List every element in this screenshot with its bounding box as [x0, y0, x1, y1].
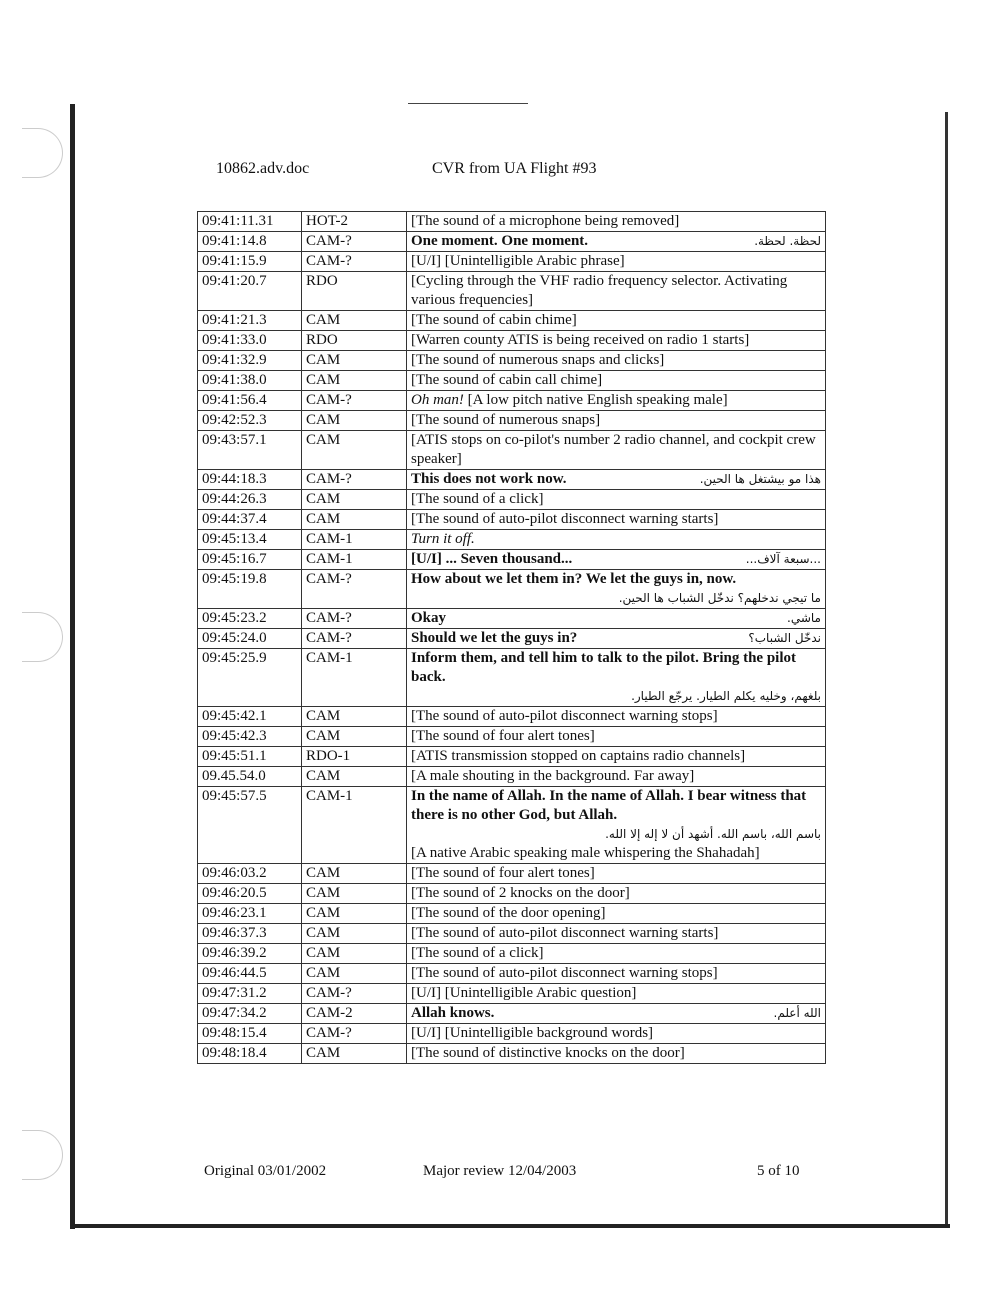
row-time: 09:47:34.2 — [198, 1004, 302, 1024]
table-row — [198, 431, 826, 470]
row-content — [407, 767, 826, 787]
row-source: CAM — [302, 924, 407, 944]
row-source: CAM — [302, 351, 407, 371]
table-row — [198, 1004, 826, 1024]
row-time: 09:45:19.8 — [198, 570, 302, 609]
row-text: [ATIS transmission stopped on captains radio channels] — [411, 748, 746, 764]
row-text: [The sound of cabin chime] — [411, 312, 577, 328]
table-row — [198, 510, 826, 530]
row-text: [The sound of auto-pilot disconnect warning stops] — [411, 965, 718, 981]
row-content — [407, 311, 826, 331]
row-source: CAM-1 — [302, 550, 407, 570]
row-arabic: ندخّل الشباب؟ — [748, 631, 821, 645]
row-source: CAM-? — [302, 1024, 407, 1044]
row-text: [The sound of auto-pilot disconnect warning starts] — [411, 511, 719, 527]
row-content — [407, 964, 826, 984]
row-text: [The sound of four alert tones] — [411, 865, 595, 881]
row-arabic: لحظة. لحظة. — [754, 234, 821, 248]
row-time: 09:45:51.1 — [198, 747, 302, 767]
punch-hole-top — [22, 128, 63, 178]
row-source: CAM — [302, 311, 407, 331]
row-text: How about we let them in? We let the guys in, now. — [411, 571, 737, 587]
row-text: One moment. One moment. — [411, 233, 589, 249]
table-row — [198, 550, 826, 570]
row-time: 09:46:03.2 — [198, 864, 302, 884]
table-row — [198, 984, 826, 1004]
row-content — [407, 649, 826, 707]
frame-right-border — [945, 112, 948, 1226]
row-time: 09:45:23.2 — [198, 609, 302, 629]
row-source: CAM — [302, 884, 407, 904]
row-content — [407, 924, 826, 944]
table-row — [198, 964, 826, 984]
row-time: 09:41:15.9 — [198, 252, 302, 272]
table-row — [198, 391, 826, 411]
table-row — [198, 272, 826, 311]
row-time: 09:46:20.5 — [198, 884, 302, 904]
row-text: Should we let the guys in? — [411, 630, 578, 646]
row-extra-text: [A native Arabic speaking male whispering the Shahadah] — [411, 845, 760, 861]
row-arabic-line: ما تيجي ندخلهم؟ ندخّل الشباب ها الحين. — [618, 591, 821, 605]
table-row — [198, 884, 826, 904]
row-source: CAM — [302, 904, 407, 924]
row-time: 09:47:31.2 — [198, 984, 302, 1004]
row-time: 09:44:26.3 — [198, 490, 302, 510]
row-source: CAM-2 — [302, 1004, 407, 1024]
row-source: CAM — [302, 490, 407, 510]
row-text: [The sound of a microphone being removed] — [411, 213, 680, 229]
table-row — [198, 351, 826, 371]
row-text: [The sound of a click] — [411, 945, 544, 961]
frame-left-border — [70, 104, 75, 1229]
row-time: 09:46:23.1 — [198, 904, 302, 924]
row-text: Okay — [411, 610, 447, 626]
row-time: 09:46:44.5 — [198, 964, 302, 984]
frame-bottom-border — [70, 1224, 950, 1228]
row-time: 09:41:21.3 — [198, 311, 302, 331]
table-row — [198, 727, 826, 747]
row-content — [407, 550, 826, 570]
row-content — [407, 1044, 826, 1064]
punch-hole-bottom — [22, 1130, 63, 1180]
row-source: CAM-? — [302, 570, 407, 609]
row-arabic: ...سبعة آلاف... — [745, 552, 821, 566]
row-source: CAM-1 — [302, 530, 407, 550]
row-content — [407, 351, 826, 371]
row-content — [407, 411, 826, 431]
row-time: 09:45:25.9 — [198, 649, 302, 707]
row-time: 09:45:42.3 — [198, 727, 302, 747]
row-text: [The sound of 2 knocks on the door] — [411, 885, 630, 901]
row-content — [407, 1024, 826, 1044]
row-time: 09:44:37.4 — [198, 510, 302, 530]
table-row — [198, 371, 826, 391]
table-row — [198, 904, 826, 924]
table-row — [198, 924, 826, 944]
row-time: 09:41:33.0 — [198, 331, 302, 351]
row-content — [407, 331, 826, 351]
row-source: CAM — [302, 727, 407, 747]
row-content — [407, 787, 826, 864]
row-text: This does not work now. — [411, 471, 567, 487]
row-source: HOT-2 — [302, 212, 407, 232]
row-arabic-line: باسم الله، باسم الله. أشهد أن لا إله إلا الله. — [605, 827, 821, 841]
row-content — [407, 530, 826, 550]
row-content — [407, 212, 826, 232]
row-content — [407, 371, 826, 391]
row-text: [The sound of distinctive knocks on the door] — [411, 1045, 685, 1061]
row-content — [407, 490, 826, 510]
row-content — [407, 629, 826, 649]
table-row — [198, 707, 826, 727]
row-source: CAM-? — [302, 252, 407, 272]
table-row — [198, 470, 826, 490]
row-source: CAM-1 — [302, 787, 407, 864]
row-content — [407, 510, 826, 530]
row-text: [A male shouting in the background. Far away] — [411, 768, 695, 784]
document-filename: 10862.adv.doc — [216, 160, 310, 177]
row-source: CAM — [302, 964, 407, 984]
table-row — [198, 331, 826, 351]
row-time: 09:48:18.4 — [198, 1044, 302, 1064]
row-time: 09:46:39.2 — [198, 944, 302, 964]
footer-page-number: 5 of 10 — [757, 1163, 800, 1179]
row-source: CAM — [302, 767, 407, 787]
row-text: [ATIS stops on co-pilot's number 2 radio channel, and cockpit crew speaker] — [411, 432, 816, 467]
row-time: 09:43:57.1 — [198, 431, 302, 470]
cvr-transcript-body — [198, 212, 826, 1064]
row-text: [U/I] [Unintelligible Arabic question] — [411, 985, 637, 1001]
row-content — [407, 272, 826, 311]
footer-review-date: Major review 12/04/2003 — [423, 1163, 577, 1179]
row-source: CAM — [302, 431, 407, 470]
table-row — [198, 944, 826, 964]
row-time: 09:41:32.9 — [198, 351, 302, 371]
row-content — [407, 1004, 826, 1024]
table-row — [198, 649, 826, 707]
row-text: [The sound of auto-pilot disconnect warning stops] — [411, 708, 718, 724]
table-row — [198, 1044, 826, 1064]
row-time: 09:41:38.0 — [198, 371, 302, 391]
row-source: CAM — [302, 864, 407, 884]
row-time: 09:41:11.31 — [198, 212, 302, 232]
row-source: RDO — [302, 331, 407, 351]
row-time: 09:42:52.3 — [198, 411, 302, 431]
table-row — [198, 864, 826, 884]
row-time: 09:45:57.5 — [198, 787, 302, 864]
row-source: CAM — [302, 1044, 407, 1064]
table-row — [198, 767, 826, 787]
row-text: Inform them, and tell him to talk to the pilot. Bring the pilot back. — [411, 650, 796, 685]
cvr-transcript-table — [197, 211, 826, 1064]
row-arabic: الله أعلم. — [773, 1006, 821, 1020]
table-row — [198, 787, 826, 864]
row-text: [U/I] [Unintelligible background words] — [411, 1025, 654, 1041]
row-content — [407, 747, 826, 767]
row-time: 09.45.54.0 — [198, 767, 302, 787]
row-content — [407, 727, 826, 747]
row-source: CAM — [302, 944, 407, 964]
row-time: 09:44:18.3 — [198, 470, 302, 490]
row-content — [407, 470, 826, 490]
row-text: [Warren county ATIS is being received on radio 1 starts] — [411, 332, 750, 348]
row-text: [U/I] ... Seven thousand... — [411, 551, 573, 567]
row-content — [407, 391, 826, 411]
document-title: CVR from UA Flight #93 — [432, 160, 597, 177]
row-content — [407, 570, 826, 609]
row-time: 09:45:24.0 — [198, 629, 302, 649]
row-source: CAM — [302, 371, 407, 391]
row-source: CAM-? — [302, 629, 407, 649]
row-time: 09:46:37.3 — [198, 924, 302, 944]
table-row — [198, 411, 826, 431]
row-text: [The sound of four alert tones] — [411, 728, 595, 744]
row-time: 09:45:16.7 — [198, 550, 302, 570]
row-text: [The sound of a click] — [411, 491, 544, 507]
row-time: 09:41:56.4 — [198, 391, 302, 411]
table-row — [198, 212, 826, 232]
row-time: 09:48:15.4 — [198, 1024, 302, 1044]
row-content — [407, 232, 826, 252]
row-text: [Cycling through the VHF radio frequency selector. Activating various frequencies] — [411, 273, 788, 308]
table-row — [198, 311, 826, 331]
row-source: CAM — [302, 510, 407, 530]
row-text: [U/I] [Unintelligible Arabic phrase] — [411, 253, 625, 269]
table-row — [198, 747, 826, 767]
row-time: 09:45:42.1 — [198, 707, 302, 727]
row-arabic-line: بلغهم، وخليه يكلم الطيار. يرجّع الطيار. — [631, 689, 821, 703]
row-text: Allah knows. — [411, 1005, 495, 1021]
table-row — [198, 232, 826, 252]
row-text: [A low pitch native English speaking male] — [463, 392, 728, 408]
row-content — [407, 864, 826, 884]
row-time: 09:45:13.4 — [198, 530, 302, 550]
row-content — [407, 431, 826, 470]
row-text: [The sound of auto-pilot disconnect warning starts] — [411, 925, 719, 941]
row-text: [The sound of numerous snaps and clicks] — [411, 352, 665, 368]
table-row — [198, 570, 826, 609]
row-content — [407, 884, 826, 904]
table-row — [198, 490, 826, 510]
row-arabic: ماشي. — [787, 611, 821, 625]
row-source: CAM — [302, 707, 407, 727]
row-source: RDO — [302, 272, 407, 311]
row-text: [The sound of cabin call chime] — [411, 372, 603, 388]
row-content — [407, 707, 826, 727]
row-content — [407, 609, 826, 629]
table-row — [198, 609, 826, 629]
row-source: CAM-? — [302, 470, 407, 490]
row-arabic: هذا مو بيشتغل ها الحين. — [699, 472, 821, 486]
row-text: [The sound of numerous snaps] — [411, 412, 601, 428]
row-italic-text: Oh man! — [411, 392, 464, 408]
row-content — [407, 984, 826, 1004]
row-text: Turn it off. — [411, 531, 475, 547]
row-text: In the name of Allah. In the name of Allah. I bear witness that there is no other God, but Allah. — [411, 788, 807, 823]
table-row — [198, 252, 826, 272]
row-source: CAM-? — [302, 391, 407, 411]
frame-top-line — [408, 103, 528, 104]
row-source: CAM — [302, 411, 407, 431]
table-row — [198, 1024, 826, 1044]
row-source: CAM-? — [302, 609, 407, 629]
row-time: 09:41:14.8 — [198, 232, 302, 252]
row-content — [407, 252, 826, 272]
row-source: CAM-? — [302, 984, 407, 1004]
row-source: CAM-1 — [302, 649, 407, 707]
punch-hole-middle — [22, 612, 63, 662]
row-content — [407, 904, 826, 924]
row-time: 09:41:20.7 — [198, 272, 302, 311]
row-source: RDO-1 — [302, 747, 407, 767]
row-source: CAM-? — [302, 232, 407, 252]
table-row — [198, 530, 826, 550]
table-row — [198, 629, 826, 649]
row-content — [407, 944, 826, 964]
footer-original-date: Original 03/01/2002 — [204, 1163, 327, 1179]
row-text: [The sound of the door opening] — [411, 905, 606, 921]
